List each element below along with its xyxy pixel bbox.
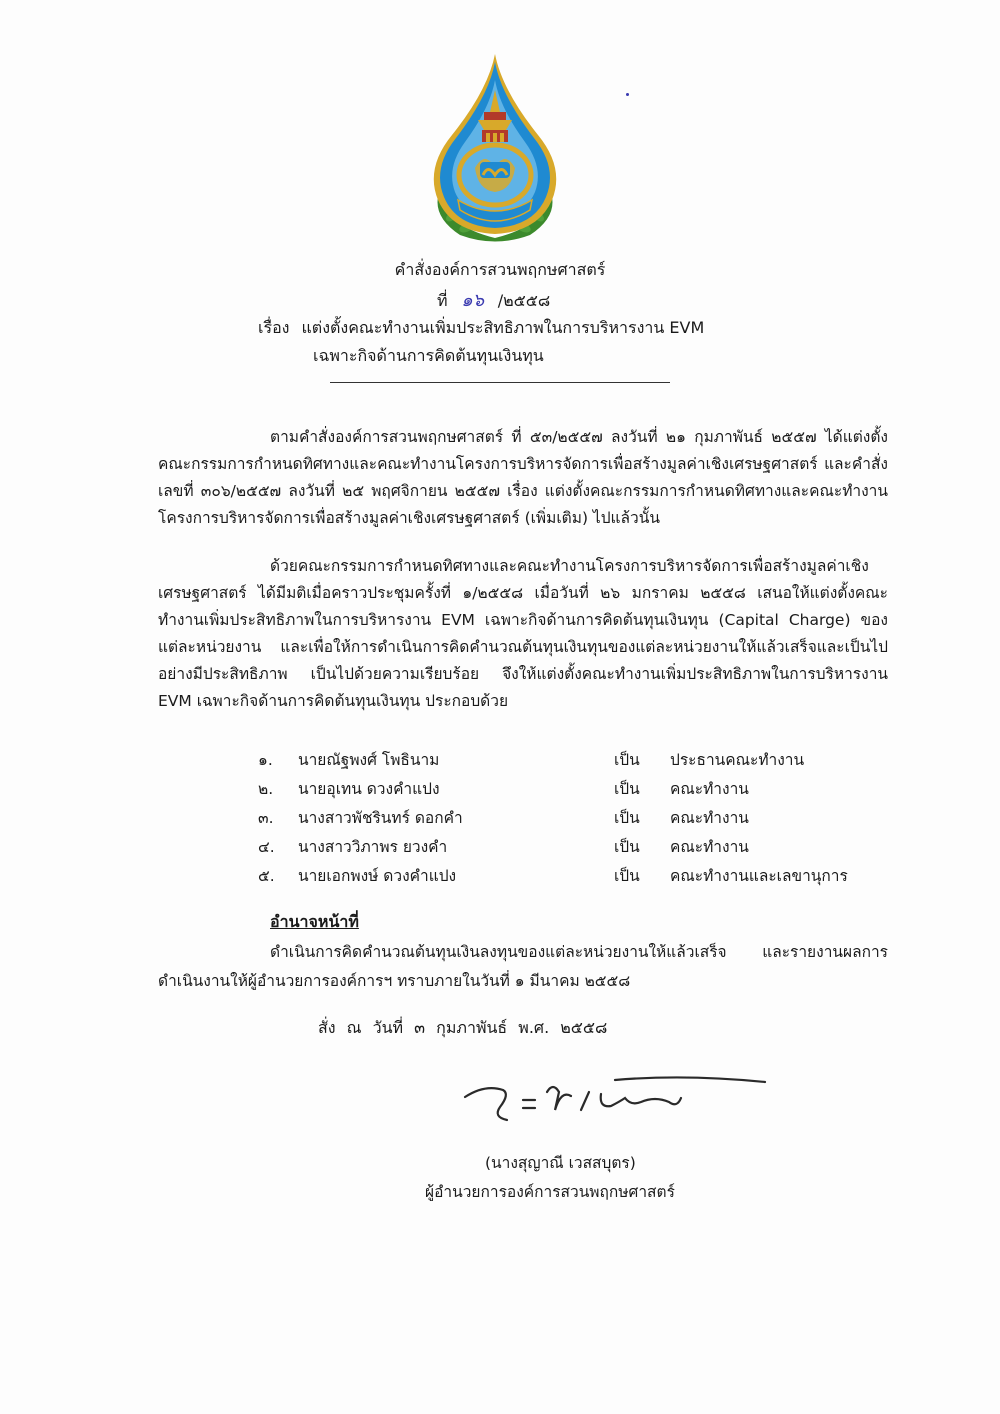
member-index: ๕. [258, 867, 275, 885]
member-name: นางสาววิภาพร ยวงคำ [298, 838, 448, 856]
member-row [258, 747, 898, 776]
member-name: นายเอกพงษ์ ดวงคำแปง [298, 867, 457, 885]
member-row [258, 776, 898, 805]
order-number-handwritten: ๑๖ [461, 290, 485, 311]
member-row [258, 805, 898, 834]
member-list [258, 747, 898, 892]
signer-name: (นางสุญาณี เวสสบุตร) [485, 1154, 636, 1172]
member-as: เป็น [614, 751, 640, 769]
member-name: นายอุเทน ดวงคำแปง [298, 780, 440, 798]
header-divider [330, 382, 670, 383]
subject-line-2: เฉพาะกิจด้านการคิดต้นทุนเงินทุน [313, 346, 544, 365]
body-paragraph-1: ตามคำสั่งองค์การสวนพฤกษศาสตร์ ที่ ๕๓/๒๕๕๗ ลงวันที่ ๒๑ กุมภาพันธ์ ๒๕๕๗ ได้แต่งตั้งคณะกรรมการกำหนดทิศทางและคณะทำงานโครงการบริหารจัดการเพื่อสร้างมูลค่าเชิงเศรษฐศาสตร์ และคำสั่ง เลขที่ ๓๐๖/๒๕๕๗ ลงวันที่ ๒๕ พฤศจิกายน ๒๕๕๗ เรื่อง แต่งตั้งคณะกรรมการกำหนดทิศทางและคณะทำงานโครงการบริหารจัดการเพื่อสร้างมูลค่าเชิงเศรษฐศาสตร์ (เพิ่มเติม) ไปแล้วนั้น [158, 428, 888, 527]
duties-text: ดำเนินการคิดคำนวณต้นทุนเงินลงทุนของแต่ละหน่วยงานให้แล้วเสร็จ และรายงานผลการดำเนินงานให้ผู้อำนวยการองค์การฯ ทราบภายในวันที่ ๑ มีนาคม ๒๕๕๘ [158, 943, 888, 990]
member-index: ๑. [258, 751, 273, 769]
subject-text-1: แต่งตั้งคณะทำงานเพิ่มประสิทธิภาพในการบริหารงาน EVM [301, 318, 705, 337]
handwritten-signature [455, 1062, 775, 1132]
member-index: ๔. [258, 838, 275, 856]
member-as: เป็น [614, 780, 640, 798]
order-number-prefix: ที่ [437, 291, 448, 310]
member-row [258, 863, 898, 892]
order-title: คำสั่งองค์การสวนพฤกษศาสตร์ [394, 260, 606, 279]
member-name: นางสาวพัชรินทร์ ดอกคำ [298, 809, 463, 827]
member-role: คณะทำงาน [670, 809, 749, 827]
subject-label: เรื่อง [258, 318, 290, 337]
ink-dot-mark [626, 93, 629, 96]
member-as: เป็น [614, 809, 640, 827]
member-role: คณะทำงาน [670, 838, 749, 856]
order-number-suffix: /๒๕๕๘ [497, 291, 551, 310]
subject-line-1 [258, 316, 704, 341]
member-role: คณะทำงานและเลขานุการ [670, 867, 848, 885]
member-as: เป็น [614, 838, 640, 856]
member-name: นายณัฐพงศ์ โพธินาม [298, 751, 440, 769]
order-number [437, 285, 550, 314]
order-date: สั่ง ณ วันที่ ๓ กุมภาพันธ์ พ.ศ. ๒๕๕๘ [318, 1018, 608, 1037]
organization-emblem [420, 50, 570, 250]
member-as: เป็น [614, 867, 640, 885]
body-paragraph-2: ด้วยคณะกรรมการกำหนดทิศทางและคณะทำงานโครงการบริหารจัดการเพื่อสร้างมูลค่าเชิงเศรษฐศาสตร์ ได้มีมติเมื่อคราวประชุมครั้งที่ ๑/๒๕๕๘ เมื่อวันที่ ๒๖ มกราคม ๒๕๕๘ เสนอให้แต่งตั้งคณะทำงานเพิ่มประสิทธิภาพในการบริหารงาน EVM เฉพาะกิจด้านการคิดต้นทุนเงินทุน (Capital Charge) ของแต่ละหน่วยงาน และเพื่อให้การดำเนินการคิดคำนวณต้นทุนเงินทุนของแต่ละหน่วยงานให้แล้วเสร็จและเป็นไปอย่างมีประสิทธิภาพ เป็นไปด้วยความเรียบร้อย จึงให้แต่งตั้งคณะทำงานเพิ่มประสิทธิภาพในการบริหารงาน EVM เฉพาะกิจด้านการคิดต้นทุนเงินทุน ประกอบด้วย [158, 557, 888, 710]
member-index: ๓. [258, 809, 274, 827]
member-index: ๒. [258, 780, 274, 798]
signer-position: ผู้อำนวยการองค์การสวนพฤกษศาสตร์ [425, 1183, 675, 1201]
member-role: คณะทำงาน [670, 780, 749, 798]
member-row [258, 834, 898, 863]
member-role: ประธานคณะทำงาน [670, 751, 805, 769]
duties-heading: อำนาจหน้าที่ [270, 912, 359, 931]
